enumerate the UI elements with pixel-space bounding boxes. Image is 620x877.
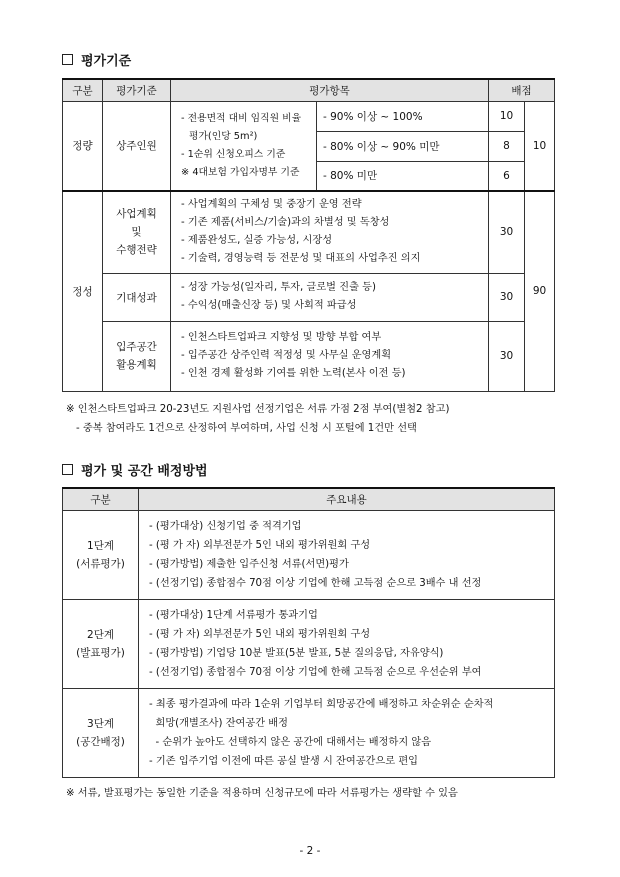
qual-score: 30 <box>489 273 525 321</box>
qual-items <box>171 321 489 391</box>
qual-items <box>171 273 489 321</box>
qual-category: 정성 <box>63 191 103 391</box>
qual-criterion <box>103 191 171 273</box>
stage-content <box>139 599 555 688</box>
qual-item: - 제품완성도, 실증 가능성, 시장성 <box>181 235 333 247</box>
stage-sub: (공간배정) <box>76 735 125 748</box>
qual-item: - 사업계획의 구체성 및 중장기 운영 전략 <box>181 199 362 211</box>
qual-total-score: 90 <box>525 191 555 391</box>
stage-item: - (평가대상) 1단계 서류평가 통과기업 <box>149 609 318 621</box>
header-score: 배점 <box>489 79 555 101</box>
qual-criterion <box>103 321 171 391</box>
stage-item: - (선정기업) 종합점수 70점 이상 기업에 한해 고득점 순으로 3배수 내 선정 <box>149 577 482 589</box>
header-stage: 구분 <box>63 488 139 510</box>
qual-criterion-line: 입주공간 <box>116 341 157 353</box>
section2-note: ※ 서류, 발표평가는 동일한 기준을 적용하며 신청규모에 따라 서류평가는 생략할 수 있음 <box>66 788 458 799</box>
checkbox-square-icon <box>62 54 73 65</box>
quant-desc-line: - 전용면적 대비 임직원 비율 <box>181 112 302 124</box>
stage-item: - (평 가 자) 외부전문가 5인 내외 평가위원회 구성 <box>149 539 371 551</box>
section2-heading <box>62 460 208 479</box>
evaluation-criteria-table <box>62 78 555 392</box>
page-number: - 2 - <box>299 845 321 857</box>
quant-category: 정량 <box>63 101 103 191</box>
quant-range: - 80% 이상 ~ 90% 미만 <box>317 131 489 161</box>
header-category: 구분 <box>63 79 103 101</box>
quant-description <box>171 101 317 191</box>
qual-criterion-line: 기대성과 <box>116 291 157 304</box>
stage-item: - (평가방법) 기업당 10분 발표(5분 발표, 5분 질의응답, 자유양식) <box>149 647 444 659</box>
stage-content <box>139 510 555 599</box>
qual-item: - 입주공간 상주인력 적정성 및 사무실 운영계획 <box>181 350 392 361</box>
header-content: 주요내용 <box>139 488 555 510</box>
stage-content <box>139 688 555 777</box>
stage-cell <box>63 510 139 599</box>
stage-item: - (평가대상) 신청기업 중 적격기업 <box>149 520 302 532</box>
stage-item: - (평가방법) 제출한 입주신청 서류(서면)평가 <box>149 558 349 570</box>
qual-criterion-line: 및 <box>131 226 142 239</box>
quant-range-score: 8 <box>489 131 525 161</box>
section2-title: 평가 및 공간 배정방법 <box>81 464 208 479</box>
stage-item: - (선정기업) 종합점수 70점 이상 기업에 한해 고득점 순으로 우선순위 부여 <box>149 666 482 678</box>
stage-sub: (서류평가) <box>76 557 125 570</box>
stage-cell <box>63 599 139 688</box>
qual-criterion-line: 사업계획 <box>116 208 157 221</box>
stage-item: - (평 가 자) 외부전문가 5인 내외 평가위원회 구성 <box>149 628 371 640</box>
qual-item: - 성장 가능성(일자리, 투자, 글로벌 진출 등) <box>181 282 376 293</box>
qual-criterion-line: 수행전략 <box>116 244 157 257</box>
section1-note: ※ 인천스타트업파크 20-23년도 지원사업 선정기업은 서류 가점 2점 부여(별첨2 참고) <box>66 404 450 415</box>
quant-range-score: 6 <box>489 161 525 191</box>
quant-range: - 80% 미만 <box>317 161 489 191</box>
section1-heading <box>62 50 131 69</box>
stage-label: 1단계 <box>87 539 114 552</box>
quant-desc-line: 평가(인당 5m²) <box>189 130 258 142</box>
qual-score: 30 <box>489 191 525 273</box>
quant-total-score: 10 <box>525 101 555 191</box>
header-items: 평가항목 <box>171 79 489 101</box>
quant-desc-line: - 1순위 신청오피스 기준 <box>181 148 286 160</box>
qual-criterion <box>103 273 171 321</box>
stage-item: - 기존 입주기업 이전에 따른 공실 발생 시 잔여공간으로 편입 <box>149 755 419 767</box>
section1-title: 평가기준 <box>81 54 132 69</box>
quant-range: - 90% 이상 ~ 100% <box>317 101 489 131</box>
section1-subnote: - 중복 참여라도 1건으로 산정하여 부여하며, 사업 신청 시 포털에 1건만 선택 <box>76 423 417 434</box>
quant-desc-line: ※ 4대보험 가입자명부 기준 <box>181 166 300 178</box>
qual-item: - 수익성(매출신장 등) 및 사회적 파급성 <box>181 300 357 311</box>
stage-cell <box>63 688 139 777</box>
qual-item: - 기술력, 경영능력 등 전문성 및 대표의 사업추진 의지 <box>181 253 421 265</box>
stage-item: - 최종 평가결과에 따라 1순위 기업부터 희망공간에 배정하고 차순위순 순차적 <box>149 698 494 710</box>
quant-range-score: 10 <box>489 101 525 131</box>
qual-score: 30 <box>489 321 525 391</box>
allocation-method-table <box>62 487 555 778</box>
stage-item: 희망(개별조사) 잔여공간 배정 <box>149 717 288 729</box>
qual-items <box>171 191 489 273</box>
quant-criterion: 상주인원 <box>103 101 171 191</box>
header-criterion: 평가기준 <box>103 79 171 101</box>
qual-item: - 인천 경제 활성화 기여를 위한 노력(본사 이전 등) <box>181 368 406 379</box>
stage-item: - 순위가 높아도 선택하지 않은 공간에 대해서는 배정하지 않음 <box>149 736 432 748</box>
qual-item: - 기존 제품(서비스/기술)과의 차별성 및 독창성 <box>181 217 390 229</box>
qual-criterion-line: 활용계획 <box>116 359 157 371</box>
qual-item: - 인천스타트업파크 지향성 및 방향 부합 여부 <box>181 332 382 343</box>
checkbox-square-icon <box>62 464 73 475</box>
stage-label: 3단계 <box>87 717 114 730</box>
stage-label: 2단계 <box>87 628 114 641</box>
stage-sub: (발표평가) <box>76 646 125 659</box>
